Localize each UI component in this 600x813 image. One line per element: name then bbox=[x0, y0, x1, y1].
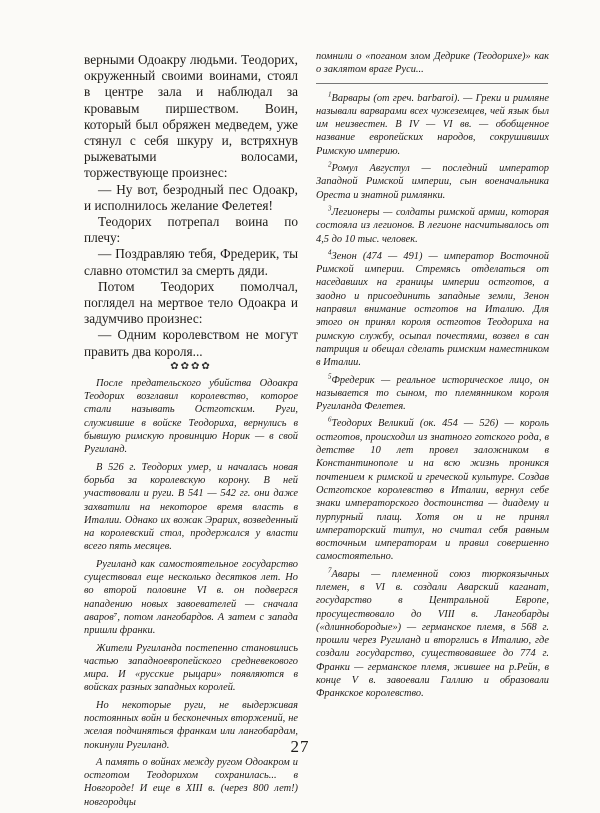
footnote-text: Авары — племенной союз тюркоязычных племен, в VI в. создали Аварский каганат, государство в Центральной Европе, просуществовало до VIII в. Лангобарды («длиннобородые») — германское племя, в 568 г. прошли через Ругиланд и вторглись в Италию, где создали государство, существовавшее до 774 г. Франки — германское племя, жившее на р.Рейн, в конце V в. завоевали Галлию и образовали Франкское королевство. bbox=[316, 568, 549, 700]
story-paragraph: — Поздравляю тебя, Фредерик, ты славно отомстил за смерть дяди. bbox=[84, 246, 298, 278]
ornament-divider-icon: ✿✿✿✿ bbox=[170, 360, 212, 372]
footnote-separator bbox=[316, 83, 548, 84]
footnote-number: 2 bbox=[328, 160, 332, 169]
right-column bbox=[316, 50, 549, 705]
left-column bbox=[84, 52, 298, 813]
footnote-text: Легионеры — солдаты римской армии, которая состояла из легионов. В легионе насчитывалось от 4,5 до 10 тыс. человек. bbox=[316, 206, 549, 245]
footnote-text: Теодорих Великий (ок. 454 — 526) — король остготов, происходил из знатного готского рода, в детстве 10 лет провел заложником в Константинополе и на всю жизнь проникся почтением к римской и греческой культуре. Создав Остготское королевство в Италии, вернул себе знаки императорского достоинства — диадему и пурпурный плащ. Хотя он и не принял императорский титул, но считал себя равным восточным императорам и правил совершенно самостоятельно. bbox=[316, 418, 549, 563]
footnote bbox=[316, 250, 549, 370]
footnote bbox=[316, 374, 549, 414]
footnote-number: 4 bbox=[328, 248, 332, 257]
footnote-number: 5 bbox=[328, 372, 332, 381]
footnote-number: 7 bbox=[328, 566, 332, 575]
footnote bbox=[316, 206, 549, 246]
footnote bbox=[316, 162, 549, 202]
footnote-text: Зенон (474 — 491) — император Восточной Римской империи. Стремясь отделаться от наседавших на границы империи остготов, а заодно и присоединить западные земли, Зенон направил внимание остготов на Италию. Для этого он принял короля остготов Теодориха на римскую службу, осыпал почестями, возвел в сан патриция и обещал сделать римским наместником в Италии. bbox=[316, 250, 549, 369]
footnote-text: Фредерик — реальное историческое лицо, он называется то сыном, то племянником короля Ругиланда Фелетея. bbox=[316, 374, 549, 413]
story-paragraph: верными Одоакру людьми. Теодорих, окруженный своими воинами, стоял в центре зала и наблюдал за кровавым пиршеством. Воин, который был обряжен медведем, уже стянул с себя шкуру и, встряхнув рыжеватыми волосами, торжествующе произнес: bbox=[84, 52, 298, 181]
footnotes bbox=[316, 92, 549, 701]
footnote-number: 3 bbox=[328, 204, 332, 213]
story-paragraph: Теодорих потрепал воина по плечу: bbox=[84, 214, 298, 246]
footnote-number: 6 bbox=[328, 415, 332, 424]
footnote bbox=[316, 92, 549, 158]
commentary-paragraph: Но некоторые руги, не выдерживая постоянных войн и бесконечных вторжений, не желая подчиняться франкам или лангобардам, покинули Ругиланд. bbox=[84, 699, 298, 751]
main-story-text bbox=[84, 52, 298, 360]
commentary-paragraph: Ругиланд как самостоятельное государство существовал еще несколько десятков лет. Но во второй половине VI в. он подвергся нападению новых завоевателей — сначала аваров⁷, потом лангобардов. А затем с запада пришли франки. bbox=[84, 558, 298, 637]
footnote bbox=[316, 568, 549, 701]
footnote-number: 1 bbox=[328, 90, 332, 99]
story-paragraph: — Ну вот, безродный пес Одоакр, и исполнилось желание Фелетея! bbox=[84, 181, 298, 213]
page-number: 27 bbox=[290, 737, 310, 756]
commentary-paragraph: А память о войнах между ругом Одоакром и остготом Теодорихом сохранилась... в Новгороде! И еще в XIII в. (через 800 лет!) новгородцы bbox=[84, 756, 298, 808]
commentary-paragraph: Жители Ругиланда постепенно становились частью западноевропейского средневекового мира. И «русские рыцари» появляются в войсках разных западных королей. bbox=[84, 642, 298, 694]
commentary-paragraph: После предательского убийства Одоакра Теодорих возглавил королевство, которое стали называть Остготским. Руги, служившие в войске Теодориха, вернулись в бывшую римскую провинцию Норик — в свой Ругиланд. bbox=[84, 377, 298, 456]
commentary-continuation bbox=[316, 50, 549, 77]
footnote bbox=[316, 417, 549, 563]
footnote-text: Ромул Августул — последний император Западной Римской империи, сын военачальника Ореста и знатной римлянки. bbox=[316, 163, 549, 201]
footnote-text: Варвары (от греч. barbaroi). — Греки и римляне называли варварами всех чужеземцев, чей язык был им неизвестен. В IV — VI вв. — обобщенное название европейских народов, сокрушивших Римскую империю. bbox=[316, 92, 549, 157]
story-paragraph: Потом Теодорих помолчал, поглядел на мертвое тело Одоакра и задумчиво произнес: bbox=[84, 278, 298, 327]
commentary-paragraph: помнили о «поганом злом Дедрике (Теодорихе)» как о заклятом враге Руси... bbox=[316, 51, 549, 76]
commentary-paragraph: В 526 г. Теодорих умер, и началась новая борьба за королевскую корону. В ней участвовали и руги. В 541 — 542 гг. они даже захватили на некоторое время власть в Италии. Однако их вожак Эрарих, возведенный на королевский стол, продержался у власти всего пять месяцев. bbox=[84, 461, 298, 553]
story-paragraph: — Одним королевством не могут править два короля... bbox=[84, 327, 298, 359]
